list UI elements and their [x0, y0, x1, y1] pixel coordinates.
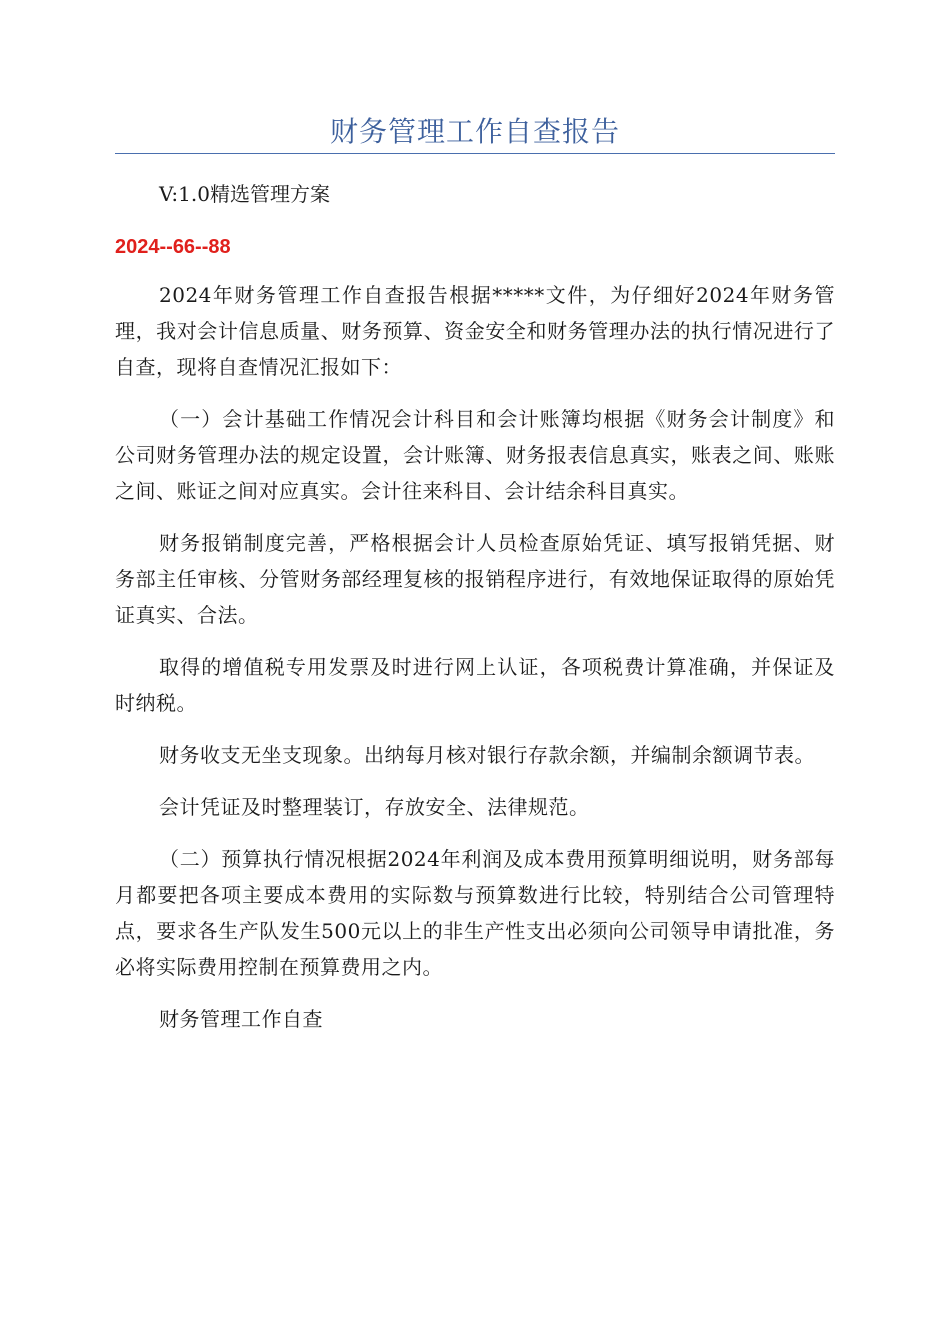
document-date: 2024--66--88 — [115, 236, 231, 258]
paragraph-cash-management: 财务收支无坐支现象。出纳每月核对银行存款余额，并编制余额调节表。 — [159, 743, 815, 767]
paragraph-reimbursement: 财务报销制度完善，严格根据会计人员检查原始凭证、填写报销凭据、财务部主任审核、分管财务部经理复核的报销程序进行，有效地保证取得的原始凭证真实、合法。 — [115, 531, 835, 627]
paragraph-budget-execution: （二）预算执行情况根据2024年利润及成本费用预算明细说明，财务部每月都要把各项主要成本费用的实际数与预算数进行比较，特别结合公司管理特点，要求各生产队发生500元以上的非生产性支出必须向公司领导申请批准，务必将实际费用控制在预算费用之内。 — [115, 847, 835, 979]
paragraph-vat-invoices: 取得的增值税专用发票及时进行网上认证，各项税费计算准确，并保证及时纳税。 — [115, 655, 835, 715]
document-body — [115, 277, 835, 1053]
title-underline — [115, 153, 835, 154]
paragraph-accounting-basics: （一）会计基础工作情况会计科目和会计账簿均根据《财务会计制度》和公司财务管理办法的规定设置，会计账簿、财务报表信息真实，账表之间、账账之间、账证之间对应真实。会计往来科目、会计结余科目真实。 — [115, 407, 835, 503]
paragraph-intro: 2024年财务管理工作自查报告根据*****文件，为仔细好2024年财务管理，我对会计信息质量、财务预算、资金安全和财务管理办法的执行情况进行了自查，现将自查情况汇报如下： — [115, 283, 835, 379]
document-title: 财务管理工作自查报告 — [329, 115, 620, 148]
paragraph-section-heading: 财务管理工作自查 — [159, 1007, 323, 1031]
paragraph-vouchers: 会计凭证及时整理装订，存放安全、法律规范。 — [159, 795, 590, 819]
version-label: V:1.0精选管理方案 — [159, 182, 330, 206]
